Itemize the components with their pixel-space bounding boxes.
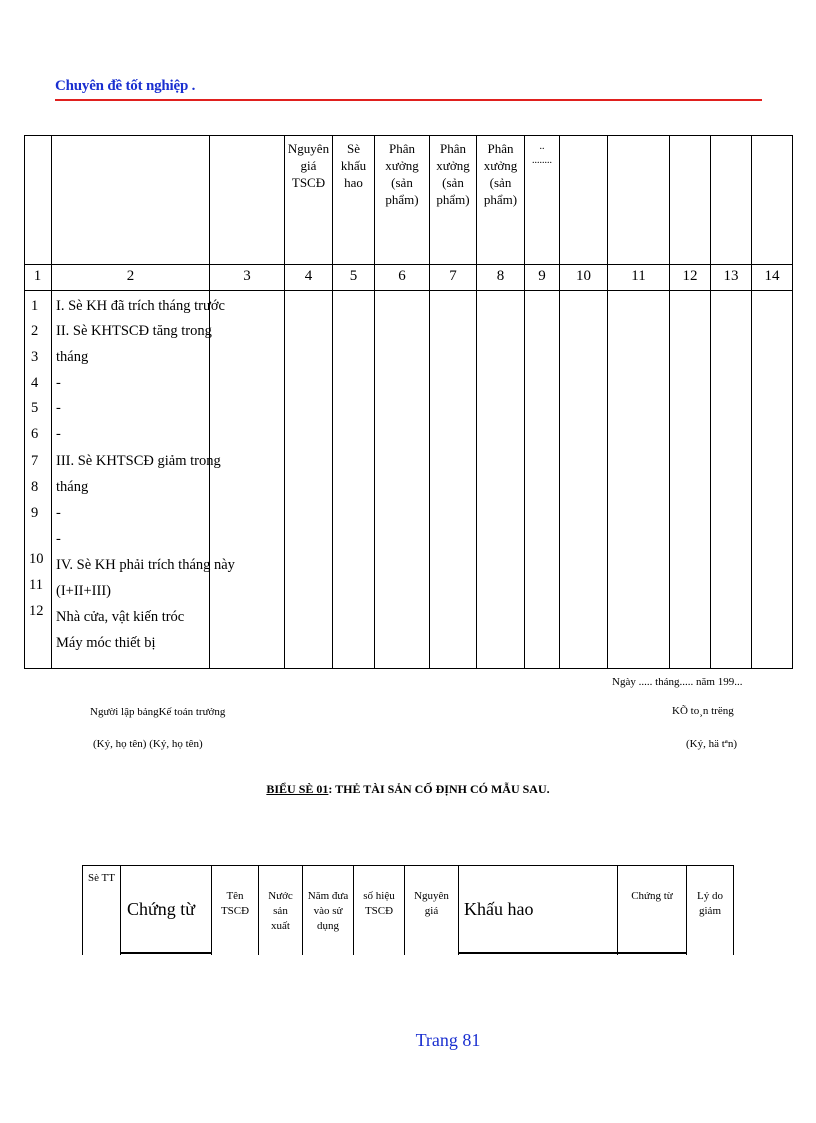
col-num: 8 bbox=[496, 268, 505, 284]
col-stt: Sè TT bbox=[88, 872, 115, 884]
row-description: III. Sè KHTSCĐ giảm trong bbox=[56, 453, 221, 469]
row-description: I. Sè KH đã trích tháng trước bbox=[56, 298, 225, 314]
row-number: 5 bbox=[31, 400, 39, 416]
col-num: 6 bbox=[398, 268, 406, 284]
row-description: - bbox=[56, 505, 61, 521]
row-description: - bbox=[56, 531, 61, 547]
form-title-text: : THẺ TÀI SẢN CỐ ĐỊNH CÓ MẪU SAU. bbox=[328, 782, 550, 796]
row-description: Nhà cửa, vật kiến tróc bbox=[56, 609, 185, 625]
row-description: tháng bbox=[56, 349, 89, 365]
row-number: 2 bbox=[31, 323, 39, 339]
row-description: II. Sè KHTSCĐ tăng trong bbox=[56, 323, 212, 339]
col-nuoc-san-xuat: Nước sản xuất bbox=[268, 890, 293, 932]
col-ly-do-giam: Lý do giảm bbox=[697, 890, 723, 917]
row-description: (I+II+III) bbox=[56, 583, 111, 599]
row-number: 12 bbox=[29, 603, 44, 619]
col-num: 12 bbox=[682, 268, 698, 284]
col-nam-dua-vao: Năm đưa vào sử dụng bbox=[307, 890, 349, 932]
col-num: 4 bbox=[304, 268, 313, 284]
col-num: 13 bbox=[723, 268, 739, 284]
header-divider bbox=[55, 99, 762, 101]
col-num: 1 bbox=[33, 268, 42, 284]
col-num: 7 bbox=[449, 268, 457, 284]
header-so-khau-hao: Sè khấu hao bbox=[340, 141, 367, 190]
col-chung-tu-2: Chứng từ bbox=[631, 890, 673, 902]
col-num: 11 bbox=[631, 268, 646, 284]
row-number: 10 bbox=[29, 551, 44, 567]
row-number: 11 bbox=[29, 577, 43, 593]
col-khau-hao: Khấu hao bbox=[464, 899, 534, 919]
preparer-sign: (Ký, họ tên) (Ký, họ tên) bbox=[93, 738, 203, 750]
page-number: Trang 81 bbox=[415, 1030, 481, 1050]
col-num: 5 bbox=[349, 268, 358, 284]
asset-card-table bbox=[82, 865, 734, 955]
col-so-hieu: số hiệu TSCĐ bbox=[363, 890, 395, 917]
header-phan-xuong-7: Phân xưởng (sản phẩm) bbox=[436, 141, 470, 207]
col-num: 2 bbox=[126, 268, 135, 284]
director-sign: (Ký, hä tªn) bbox=[686, 738, 737, 750]
header-title: Chuyên đề tốt nghiệp . bbox=[55, 78, 196, 94]
row-number: 3 bbox=[31, 349, 39, 365]
col-ten-tscd: Tên TSCĐ bbox=[220, 890, 250, 917]
row-number: 6 bbox=[31, 426, 39, 442]
header-nguyen-gia: Nguyên giá TSCĐ bbox=[287, 141, 330, 190]
form-title-code: BIỂU SÈ 01 bbox=[266, 782, 329, 796]
header-phan-xuong-6: Phân xưởng (sản phẩm) bbox=[385, 141, 419, 207]
row-number: 1 bbox=[31, 298, 39, 314]
director-label: KÕ to¸n trëng bbox=[672, 705, 734, 717]
row-number: 7 bbox=[31, 453, 39, 469]
col-num: 9 bbox=[538, 268, 546, 284]
row-description: tháng bbox=[56, 479, 89, 495]
row-description: IV. Sè KH phải trích tháng này bbox=[56, 557, 235, 573]
depreciation-table bbox=[24, 135, 793, 669]
row-number: 9 bbox=[31, 505, 39, 521]
row-description: Máy móc thiết bị bbox=[56, 635, 156, 651]
col-num: 3 bbox=[243, 268, 251, 284]
preparer-label: Người lập bảngKế toán trưởng bbox=[90, 706, 226, 718]
col-num: 10 bbox=[576, 268, 591, 284]
row-description: - bbox=[56, 375, 61, 391]
col-chung-tu: Chứng từ bbox=[127, 899, 196, 919]
row-number: 8 bbox=[31, 479, 39, 495]
date-line: Ngày ..... tháng..... năm 199... bbox=[612, 676, 743, 688]
row-description: - bbox=[56, 400, 61, 416]
form-title bbox=[0, 782, 816, 797]
col-num: 14 bbox=[764, 268, 780, 284]
row-number: 4 bbox=[31, 375, 39, 391]
header-ellipsis: .. ........ bbox=[532, 141, 552, 166]
row-description: - bbox=[56, 426, 61, 442]
header-phan-xuong-8: Phân xưởng (sản phẩm) bbox=[483, 141, 518, 207]
col-nguyen-gia: Nguyên giá bbox=[414, 890, 449, 917]
